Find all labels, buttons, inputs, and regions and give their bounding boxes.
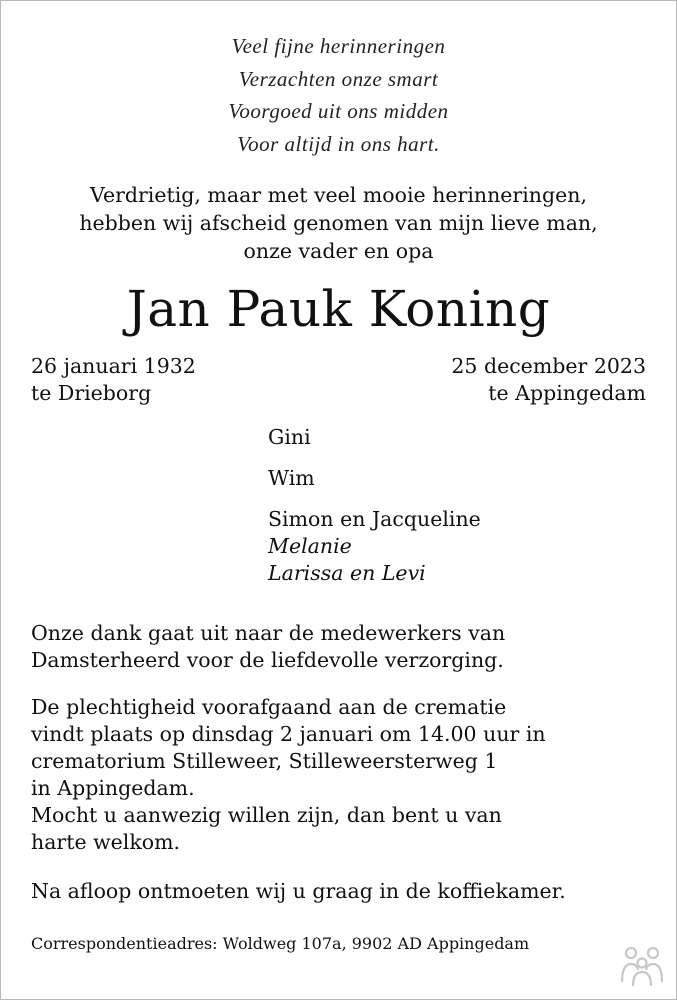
birth-date: 26 januari 1932 <box>31 354 196 378</box>
family-child: Wim <box>268 466 315 490</box>
death-place: te Appingedam <box>488 381 646 405</box>
family-list <box>268 424 481 587</box>
ceremony-line: vindt plaats op dinsdag 2 januari om 14.00 uur in <box>31 722 546 746</box>
family-grandchild: Melanie <box>268 534 352 558</box>
thanks-line: Damsterheerd voor de liefdevolle verzorging. <box>31 648 504 672</box>
ceremony-line: crematorium Stilleweer, Stilleweersterweg 1 <box>31 749 498 773</box>
death-info <box>451 353 646 407</box>
poem-line: Veel fijne herinneringen <box>231 34 446 58</box>
thanks-line: Onze dank gaat uit naar de medewerkers van <box>31 621 506 645</box>
after-paragraph: Na afloop ontmoeten wij u graag in de koffiekamer. <box>31 879 566 903</box>
people-group-icon <box>618 944 666 988</box>
poem-line: Voor altijd in ons hart. <box>237 131 440 156</box>
ceremony-line: De plechtigheid voorafgaand aan de crematie <box>31 695 507 719</box>
poem <box>0 30 677 160</box>
birth-place: te Drieborg <box>31 381 152 405</box>
intro-text <box>0 181 677 265</box>
family-spouse: Gini <box>268 425 311 449</box>
family-child: Simon en Jacqueline <box>268 507 481 531</box>
intro-line: Verdrietig, maar met veel mooie herinneringen, <box>90 183 587 207</box>
death-date: 25 december 2023 <box>451 354 646 378</box>
birth-info <box>31 353 196 407</box>
poem-line: Voorgoed uit ons midden <box>228 99 449 123</box>
family-grandchild: Larissa en Levi <box>268 561 426 585</box>
poem-line: Verzachten onze smart <box>238 66 439 91</box>
ceremony-line: harte welkom. <box>31 830 181 854</box>
correspondence-address: Correspondentieadres: Woldweg 107a, 9902 AD Appingedam <box>31 934 530 953</box>
deceased-name: Jan Pauk Koning <box>126 280 551 338</box>
ceremony-line: in Appingedam. <box>31 776 195 800</box>
intro-line: hebben wij afscheid genomen van mijn lieve man, <box>79 211 598 235</box>
intro-line: onze vader en opa <box>243 239 434 263</box>
thanks-paragraph <box>31 620 646 674</box>
ceremony-line: Mocht u aanwezig willen zijn, dan bent u van <box>31 803 502 827</box>
ceremony-paragraph <box>31 694 646 856</box>
